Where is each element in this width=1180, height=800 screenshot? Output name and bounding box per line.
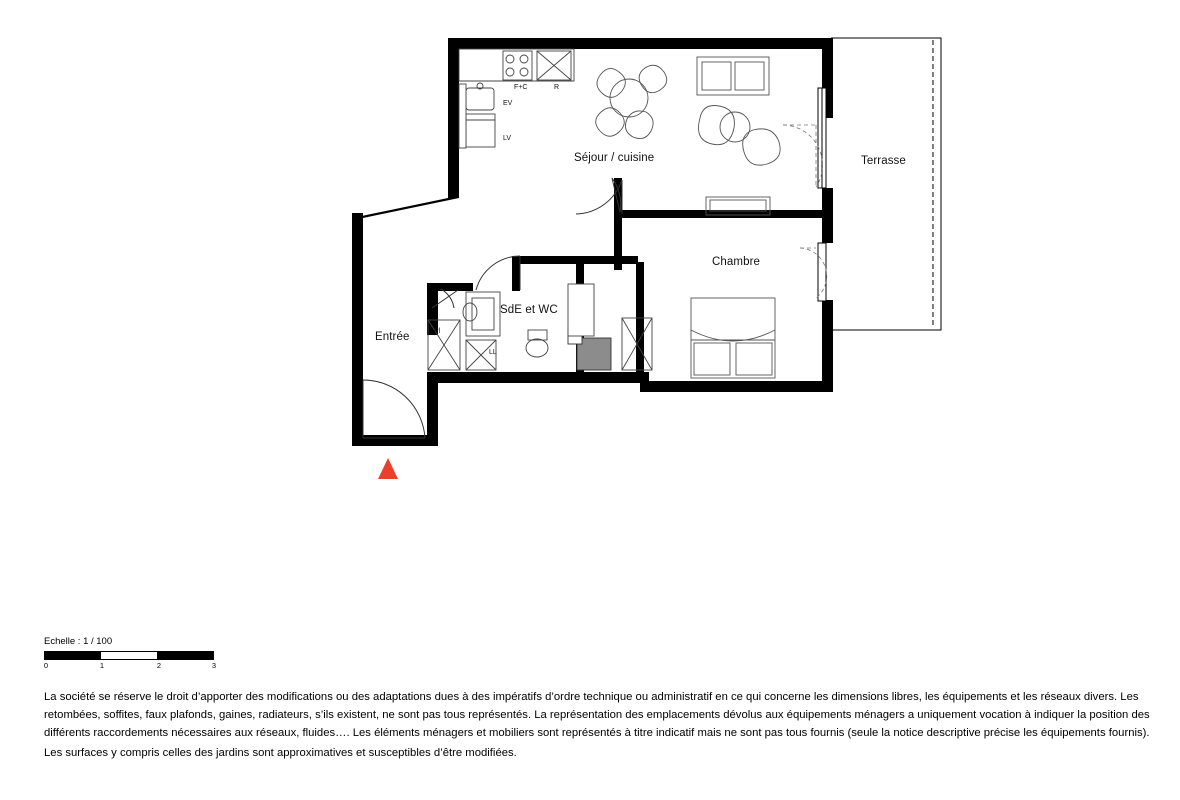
door-entrance <box>363 380 425 438</box>
bathroom-fixtures <box>463 284 611 370</box>
door-swing-sejour <box>783 125 823 187</box>
scale-segment-3 <box>157 652 213 659</box>
room-label-chambre: Chambre <box>712 256 760 268</box>
placard-left-symbol <box>428 320 460 370</box>
label-lv: LV <box>503 135 512 142</box>
dining-set <box>596 65 667 138</box>
scale-ticks <box>43 661 217 673</box>
apartment-walls <box>352 38 833 446</box>
label-placard-right: Pl <box>636 333 643 340</box>
label-r: R <box>554 84 560 91</box>
bedroom-furniture <box>691 298 775 378</box>
label-machine-ll: LL <box>489 349 497 356</box>
scale-tick-0: 0 <box>43 661 49 670</box>
scale-bar-block <box>44 636 264 673</box>
scale-segment-1 <box>45 652 101 659</box>
room-label-sejour-cuisine: Séjour / cuisine <box>574 152 655 164</box>
disclaimer-paragraph-2: Les surfaces y compris celles des jardins sont approximatives et susceptibles d’être modifiées. <box>44 746 517 759</box>
scale-tick-3: 3 <box>211 661 217 670</box>
scale-segment-2 <box>101 652 157 659</box>
terrasse-outline <box>831 38 941 330</box>
scale-title: Echelle : 1 / 100 <box>44 636 113 647</box>
label-f-plus-c: F+C <box>514 84 528 91</box>
entrance-marker <box>378 458 398 479</box>
room-label-entree: Entrée <box>375 331 410 343</box>
living-room-furniture <box>697 57 780 215</box>
scale-tick-1: 1 <box>99 661 105 670</box>
scale-bar <box>44 651 214 660</box>
label-placard-left: Pl <box>434 328 441 335</box>
scale-tick-2: 2 <box>156 661 162 670</box>
room-label-terrasse: Terrasse <box>861 155 906 167</box>
disclaimer-block <box>44 688 1162 762</box>
sliding-door-chambre <box>818 243 826 301</box>
disclaimer-paragraph-1: La société se réserve le droit d’apporter des modifications ou des adaptations dues à des impératifs d’ordre technique ou administratif en ce qui concerne les dimensions libres, les équipements et les réseaux divers. Les retombées, soffites, faux plafonds, gaines, radiateurs, s’ils existent, ne sont pas tous représentés. La représentation des emplacements dévolus aux équipements ménagers a uniquement vocation à indiquer la position des différents raccordements nécessaires aux réseaux, fluides…. Les éléments ménagers et mobiliers sont représentés à titre indicatif mais ne sont pas tous fournis (seule la notice descriptive précise les équipements fournis). <box>44 691 1150 740</box>
room-label-sde-et-wc: SdE et WC <box>500 304 558 316</box>
kitchen-fixtures <box>459 49 574 148</box>
label-ev: EV <box>503 100 513 107</box>
